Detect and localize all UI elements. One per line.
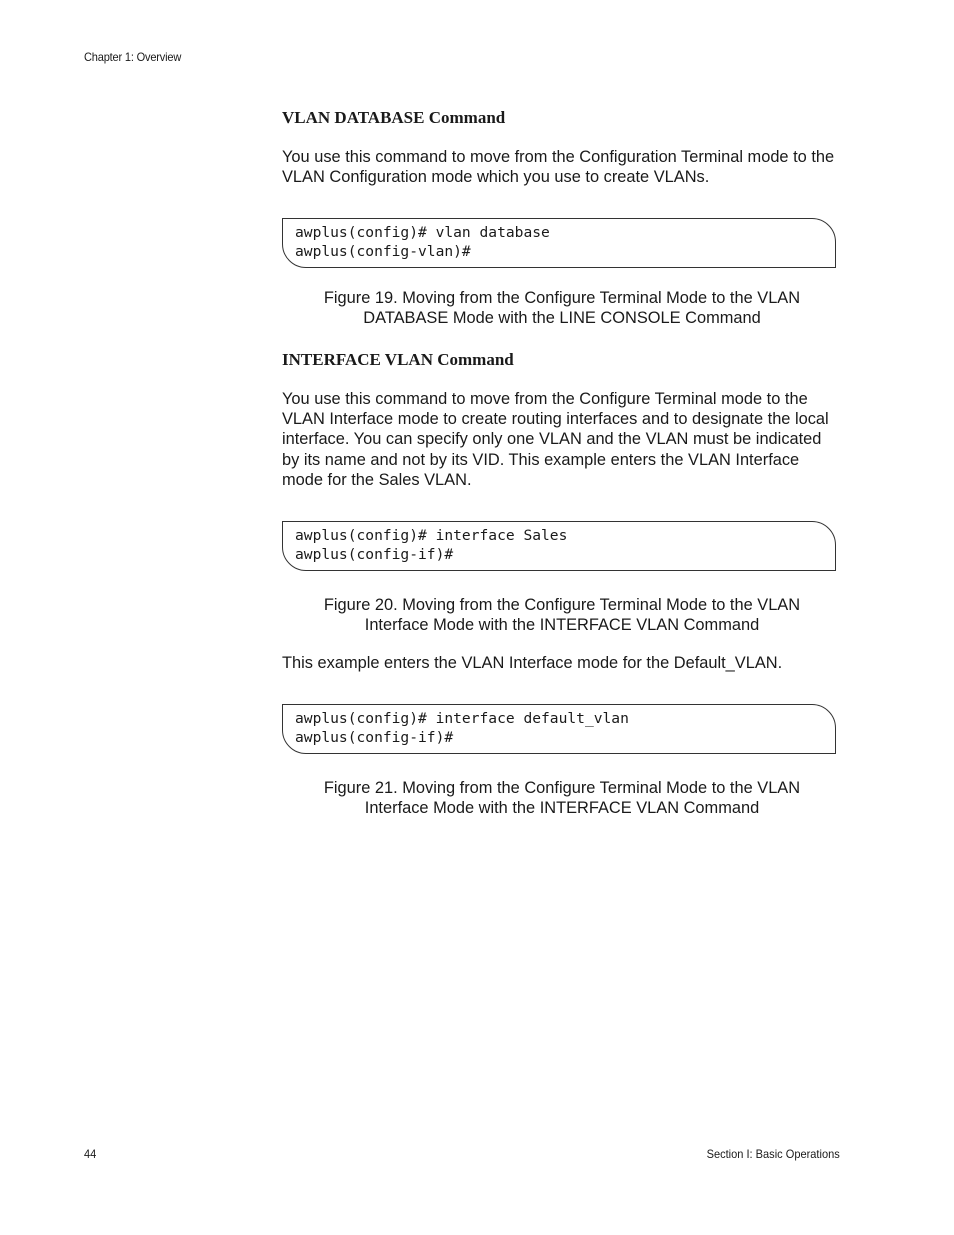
- code-line: awplus(config-if)#: [295, 545, 454, 563]
- code-block-figure-19: [282, 218, 836, 268]
- code-line: awplus(config)# interface default_vlan: [295, 710, 629, 727]
- section-heading-interface-vlan: INTERFACE VLAN Command: [282, 350, 514, 369]
- code-block-figure-20: [282, 521, 836, 571]
- code-line: awplus(config-vlan)#: [295, 242, 471, 260]
- figure-21-caption: [282, 778, 842, 818]
- caption-line: Interface Mode with the INTERFACE VLAN Command: [364, 799, 760, 818]
- footer-section-title: Section I: Basic Operations: [706, 1147, 840, 1161]
- caption-line: Figure 21. Moving from the Configure Terminal Mode to the VLAN: [323, 779, 801, 797]
- figure-20-caption: [282, 595, 842, 635]
- figure-19-caption: [282, 288, 842, 328]
- paragraph-default-vlan: This example enters the VLAN Interface mode for the Default_VLAN.: [282, 654, 783, 672]
- paragraph-vlan-database: You use this command to move from the Configuration Terminal mode to the VLAN Configuration mode which you use to create VLANs.: [282, 148, 835, 187]
- paragraph-interface-vlan: You use this command to move from the Configure Terminal mode to the VLAN Interface mode to create routing interfaces and to designate the local interface. You can specify only one VLAN and the VLAN must be indicated by its name and not by its VID. This example enters the VLAN Interface mode for the Sales VLAN.: [282, 390, 829, 489]
- caption-line: Figure 19. Moving from the Configure Terminal Mode to the VLAN: [323, 289, 801, 307]
- code-line: awplus(config)# interface Sales: [295, 527, 568, 544]
- running-header: Chapter 1: Overview: [84, 50, 182, 64]
- caption-line: Figure 20. Moving from the Configure Terminal Mode to the VLAN: [323, 596, 801, 614]
- page-number: 44: [84, 1147, 97, 1161]
- code-line: awplus(config-if)#: [295, 728, 454, 746]
- section-heading-vlan-database: VLAN DATABASE Command: [282, 108, 506, 127]
- code-block-figure-21: [282, 704, 836, 754]
- code-line: awplus(config)# vlan database: [295, 224, 550, 241]
- caption-line: Interface Mode with the INTERFACE VLAN Command: [364, 616, 760, 635]
- caption-line: DATABASE Mode with the LINE CONSOLE Command: [363, 309, 761, 328]
